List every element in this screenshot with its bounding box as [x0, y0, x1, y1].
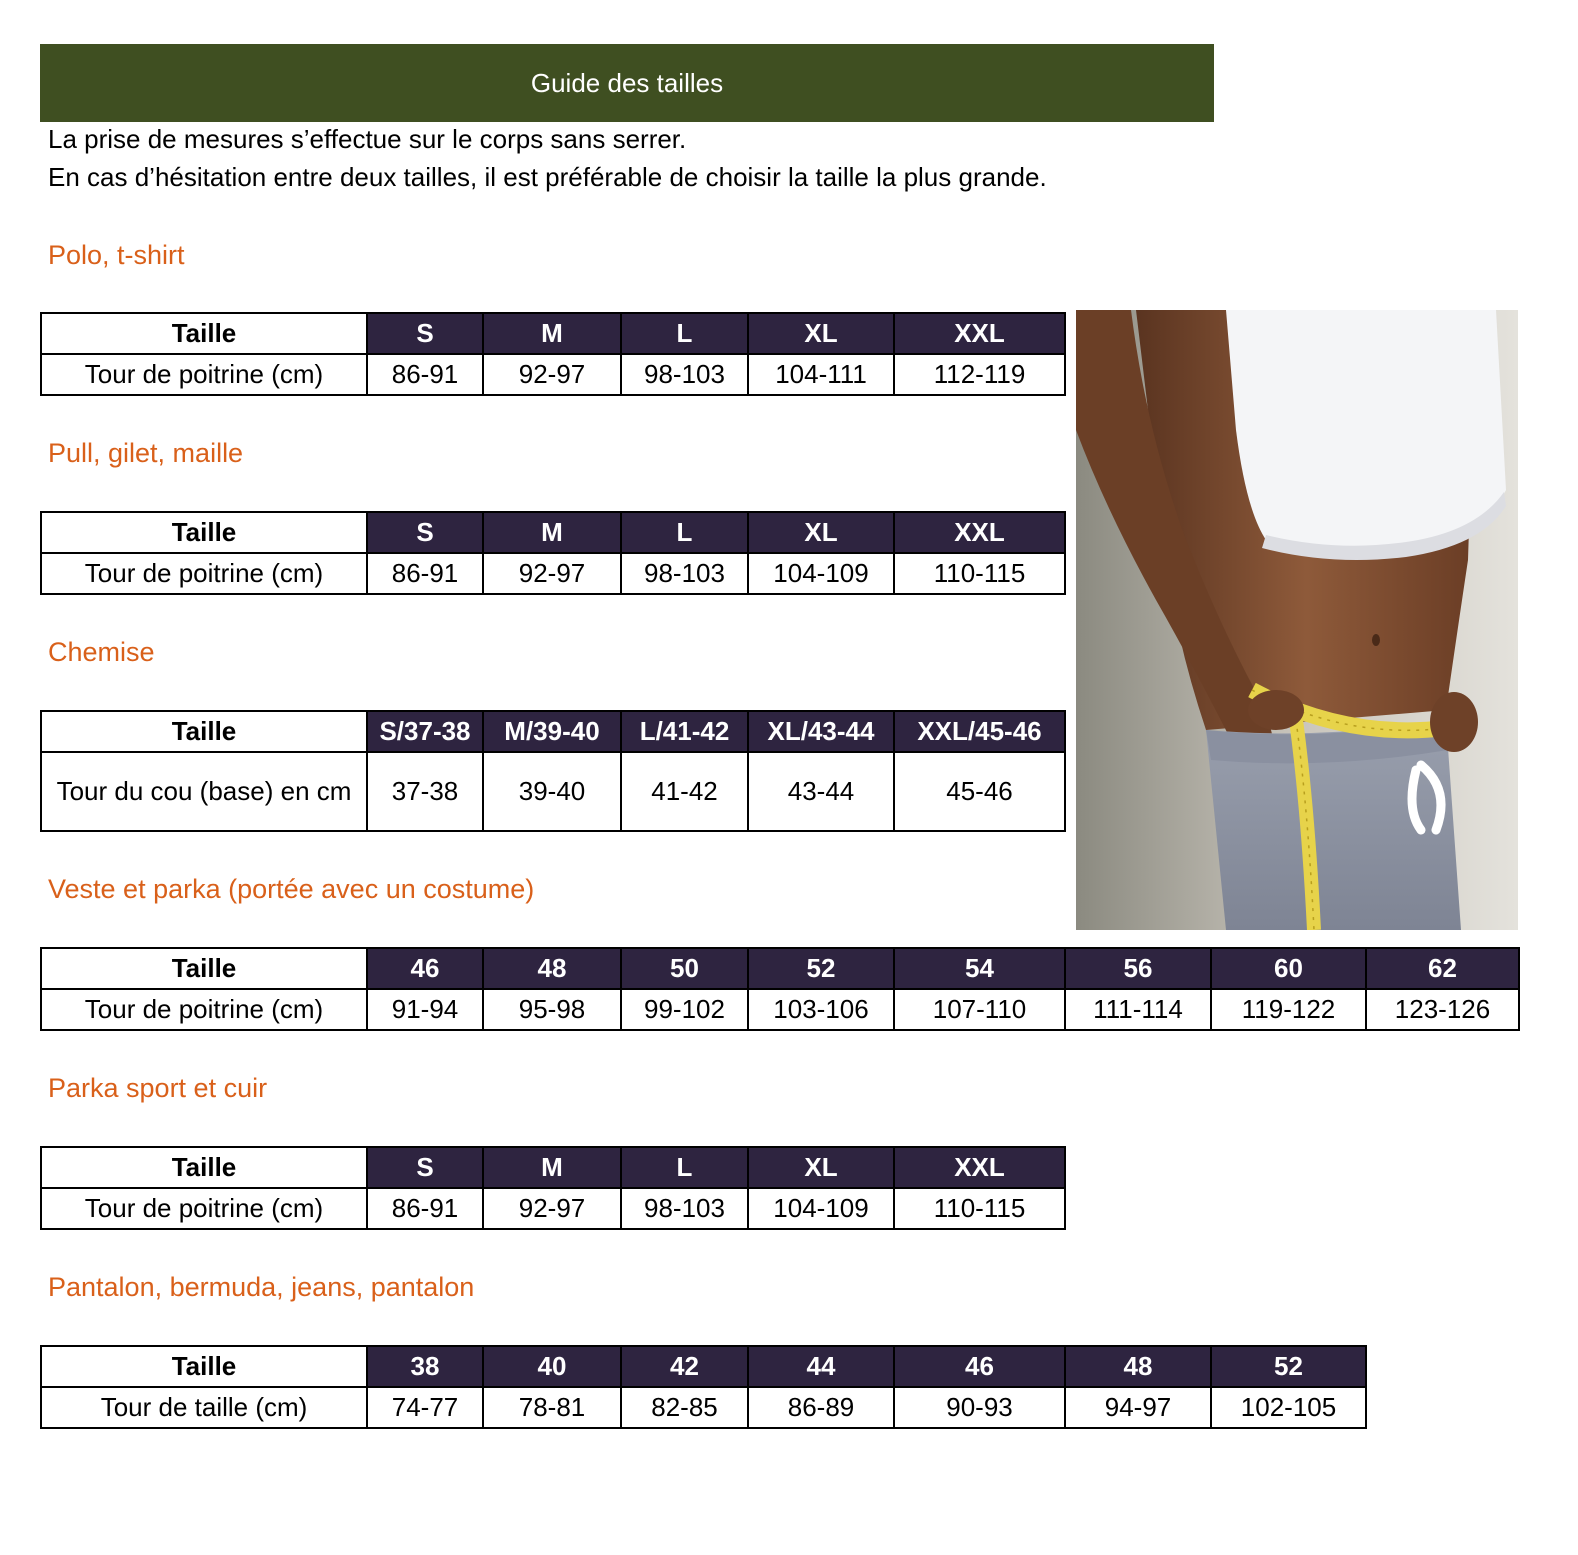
size-header-cell: XL: [748, 1147, 894, 1188]
size-header-cell: 60: [1211, 948, 1366, 989]
size-header-cell: L/41-42: [621, 711, 748, 752]
size-table-polo: [40, 312, 1066, 396]
size-header-cell: XL: [748, 512, 894, 553]
table-row: [41, 752, 1065, 831]
measurement-cell: 74-77: [367, 1387, 483, 1428]
size-header-label: Taille: [41, 948, 367, 989]
measurement-cell: 91-94: [367, 989, 483, 1030]
size-header-label: Taille: [41, 711, 367, 752]
measurement-cell: 98-103: [621, 553, 748, 594]
measurement-cell: 102-105: [1211, 1387, 1366, 1428]
size-header-cell: 56: [1065, 948, 1211, 989]
measurement-cell: 86-89: [748, 1387, 894, 1428]
size-header-cell: S: [367, 512, 483, 553]
size-header-cell: 46: [894, 1346, 1065, 1387]
measurement-cell: 111-114: [1065, 989, 1211, 1030]
size-header-cell: 48: [1065, 1346, 1211, 1387]
section-title-veste: Veste et parka (portée avec un costume): [48, 874, 535, 904]
size-header-cell: S/37-38: [367, 711, 483, 752]
size-header-cell: 54: [894, 948, 1065, 989]
measurement-cell: 112-119: [894, 354, 1065, 395]
guide-title-banner: [40, 44, 1214, 122]
table-row: [41, 1387, 1366, 1428]
size-header-label: Taille: [41, 512, 367, 553]
section-title-pull: Pull, gilet, maille: [48, 438, 244, 468]
size-header-cell: 38: [367, 1346, 483, 1387]
table-row: [41, 354, 1065, 395]
measurement-label: Tour de taille (cm): [41, 1387, 367, 1428]
measurement-cell: 39-40: [483, 752, 621, 831]
size-header-cell: M/39-40: [483, 711, 621, 752]
page-title: Guide des tailles: [530, 67, 724, 98]
size-header-label: Taille: [41, 1147, 367, 1188]
size-header-cell: S: [367, 313, 483, 354]
size-header-cell: 50: [621, 948, 748, 989]
size-table-chemise: [40, 710, 1066, 832]
measurement-cell: 99-102: [621, 989, 748, 1030]
measurement-label: Tour de poitrine (cm): [41, 553, 367, 594]
table-header-row: [41, 313, 1065, 354]
measurement-cell: 104-109: [748, 1188, 894, 1229]
size-table-pantalon: [40, 1345, 1367, 1429]
table-row: [41, 1188, 1065, 1229]
size-header-cell: M: [483, 313, 621, 354]
measurement-cell: 86-91: [367, 354, 483, 395]
intro-line-1: La prise de mesures s’effectue sur le corps sans serrer.: [48, 124, 687, 154]
section-title-pantalon: Pantalon, bermuda, jeans, pantalon: [48, 1272, 475, 1302]
table-row: [41, 553, 1065, 594]
measurement-label: Tour de poitrine (cm): [41, 354, 367, 395]
table-header-row: [41, 948, 1519, 989]
size-header-cell: 44: [748, 1346, 894, 1387]
size-header-cell: 46: [367, 948, 483, 989]
measurement-cell: 104-111: [748, 354, 894, 395]
measurement-cell: 94-97: [1065, 1387, 1211, 1428]
size-header-cell: XL/43-44: [748, 711, 894, 752]
section-title-polo: Polo, t-shirt: [48, 240, 185, 270]
size-header-cell: XXL/45-46: [894, 711, 1065, 752]
measurement-cell: 92-97: [483, 1188, 621, 1229]
measurement-cell: 119-122: [1211, 989, 1366, 1030]
measurement-cell: 104-109: [748, 553, 894, 594]
measurement-cell: 110-115: [894, 553, 1065, 594]
size-header-cell: 42: [621, 1346, 748, 1387]
size-header-cell: M: [483, 1147, 621, 1188]
measurement-cell: 110-115: [894, 1188, 1065, 1229]
measurement-cell: 41-42: [621, 752, 748, 831]
measurement-label: Tour de poitrine (cm): [41, 1188, 367, 1229]
table-header-row: [41, 711, 1065, 752]
size-table-pull: [40, 511, 1066, 595]
size-header-cell: XXL: [894, 1147, 1065, 1188]
size-header-cell: L: [621, 313, 748, 354]
measurement-cell: 78-81: [483, 1387, 621, 1428]
measurement-cell: 107-110: [894, 989, 1065, 1030]
size-header-cell: 62: [1366, 948, 1519, 989]
measurement-cell: 45-46: [894, 752, 1065, 831]
section-title-parka-sport: Parka sport et cuir: [48, 1073, 268, 1103]
measurement-cell: 86-91: [367, 1188, 483, 1229]
size-table-veste: [40, 947, 1520, 1031]
size-header-cell: M: [483, 512, 621, 553]
size-header-cell: XXL: [894, 313, 1065, 354]
measurement-cell: 90-93: [894, 1387, 1065, 1428]
size-header-cell: L: [621, 1147, 748, 1188]
measurement-cell: 86-91: [367, 553, 483, 594]
size-header-cell: 48: [483, 948, 621, 989]
size-header-cell: L: [621, 512, 748, 553]
measurement-cell: 82-85: [621, 1387, 748, 1428]
measurement-cell: 92-97: [483, 553, 621, 594]
size-header-cell: 52: [748, 948, 894, 989]
measurement-cell: 95-98: [483, 989, 621, 1030]
size-header-cell: 40: [483, 1346, 621, 1387]
table-header-row: [41, 1346, 1366, 1387]
measurement-cell: 37-38: [367, 752, 483, 831]
table-row: [41, 989, 1519, 1030]
intro-line-2: En cas d’hésitation entre deux tailles, il est préférable de choisir la taille la plus grande.: [48, 162, 1047, 192]
measurement-cell: 92-97: [483, 354, 621, 395]
size-header-cell: XXL: [894, 512, 1065, 553]
section-title-chemise: Chemise: [48, 637, 155, 667]
table-header-row: [41, 1147, 1065, 1188]
measurement-cell: 103-106: [748, 989, 894, 1030]
size-header-label: Taille: [41, 1346, 367, 1387]
measurement-cell: 98-103: [621, 1188, 748, 1229]
size-header-label: Taille: [41, 313, 367, 354]
measurement-cell: 98-103: [621, 354, 748, 395]
size-header-cell: S: [367, 1147, 483, 1188]
measurement-label: Tour de poitrine (cm): [41, 989, 367, 1030]
measurement-cell: 43-44: [748, 752, 894, 831]
measurement-label: Tour du cou (base) en cm: [41, 752, 367, 831]
measurement-cell: 123-126: [1366, 989, 1519, 1030]
table-header-row: [41, 512, 1065, 553]
size-table-parka-sport: [40, 1146, 1066, 1230]
size-header-cell: XL: [748, 313, 894, 354]
size-header-cell: 52: [1211, 1346, 1366, 1387]
waist-measurement-photo: [1076, 310, 1518, 930]
